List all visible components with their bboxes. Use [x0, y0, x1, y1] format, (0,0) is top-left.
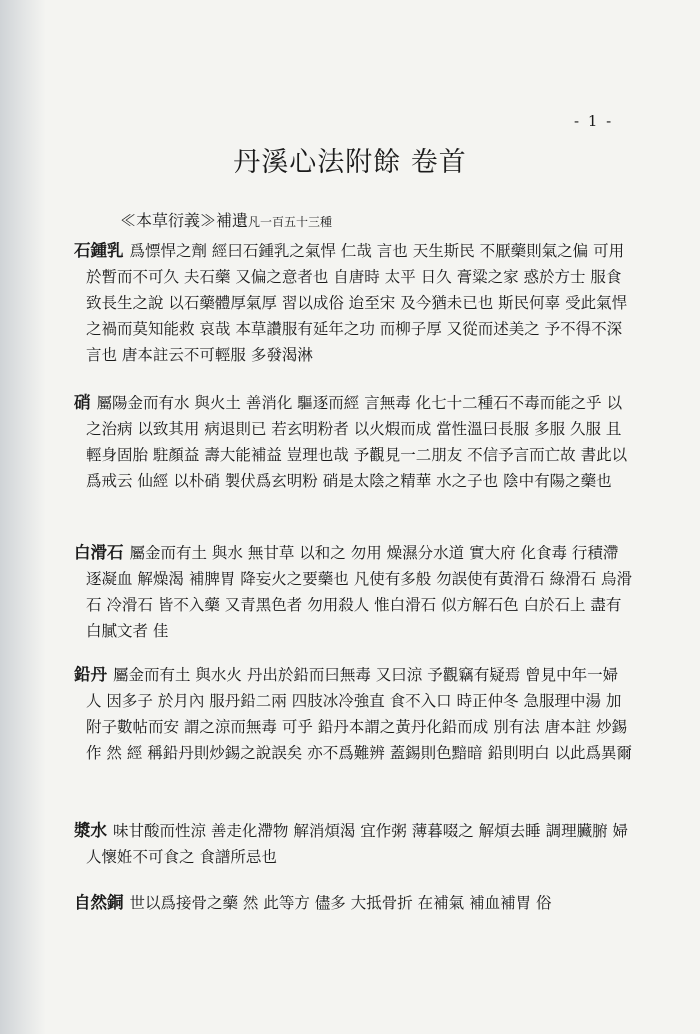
entry-text: 屬陽金而有水 與火土 善消化 驅逐而經 言無毒 化七十二種石不毒而能之乎 以之治病 以致其用 病退則已 若玄明粉者 以火煆而成 當性溫曰長服 多服 久服 且輕身固胎 駐顏益 壽大能補益 豈理也哉 予觀見一二朋友 不信予言而亡故 書此以爲戒云 仙經 以朴硝 製伏爲玄明粉 硝是太陰之精華 水之子也 陰中有陽之藥也: [86, 394, 628, 490]
entry-head: 石鍾乳: [74, 241, 124, 260]
entry-text: 屬金而有土 與水火 丹出於鉛而曰無毒 又曰涼 予觀竊有疑焉 曾見中年一婦人 因多子 於月內 服丹鉛二兩 四肢冰冷強直 食不入口 時正仲冬 急服理中湯 加附子數帖而安 謂之涼而無毒 可乎 鉛丹本謂之黃丹化鉛而成 別有法 唐本註 炒錫作 然 經 稱鉛丹則炒錫之說誤矣 亦不爲難辨 蓋錫則色黯暗 鉛則明白 以此爲異爾: [86, 666, 632, 762]
page-number: - 1 -: [574, 112, 614, 130]
section-subtitle: [120, 208, 332, 231]
entry-head: 漿水: [74, 821, 107, 840]
entry-shizhongru: [72, 238, 632, 368]
entry-xiao: [72, 390, 632, 494]
entry-head: 硝: [74, 393, 91, 412]
entry-text: 世以爲接骨之藥 然 此等方 儘多 大抵骨折 在補氣 補血補胃 俗: [129, 894, 552, 912]
entry-zirantong: [72, 890, 632, 916]
entry-head: 自然銅: [74, 893, 124, 912]
entry-head: 白滑石: [74, 543, 124, 562]
entry-baihuashi: [72, 540, 632, 644]
entry-qiandan: [72, 662, 632, 766]
subtitle-main: ≪本草衍義≫補遺: [120, 211, 249, 230]
entry-text: 味甘酸而性涼 善走化滯物 解消煩渴 宜作粥 薄暮啜之 解煩去睡 調理臟腑 婦人懷姙不可食之 食譜所忌也: [86, 822, 628, 866]
entry-jiangshui: [72, 818, 632, 870]
entry-head: 鉛丹: [74, 665, 107, 684]
page-title: 丹溪心法附餘 卷首: [233, 147, 467, 178]
subtitle-note: 凡一百五十三種: [248, 215, 333, 229]
entry-text: 屬金而有土 與水 無甘草 以和之 勿用 燥濕分水道 實大府 化食毒 行積滯 逐凝血 解燥渴 補脾胃 降妄火之要藥也 凡使有多般 勿誤使有黃滑石 綠滑石 烏滑石 冷滑石 皆不入藥 又青黑色者 勿用殺人 惟白滑石 似方解石色 白於石上 盡有白膩文者 佳: [86, 544, 632, 640]
entry-text: 爲慓悍之劑 經曰石鍾乳之氣悍 仁哉 言也 天生斯民 不厭藥則氣之偏 可用於暫而不可久 夫石藥 又偏之意者也 自唐時 太平 日久 膏粱之家 惑於方士 服食致長生之說 以石藥體厚氣厚 習以成俗 迨至宋 及今猶未已也 斯民何辜 受此氣悍之禍而莫知能救 哀哉 本草讚服有延年之功 而柳子厚 又從而述美之 予不得不深言也 唐本註云不可輕服 多發渴淋: [86, 242, 628, 364]
